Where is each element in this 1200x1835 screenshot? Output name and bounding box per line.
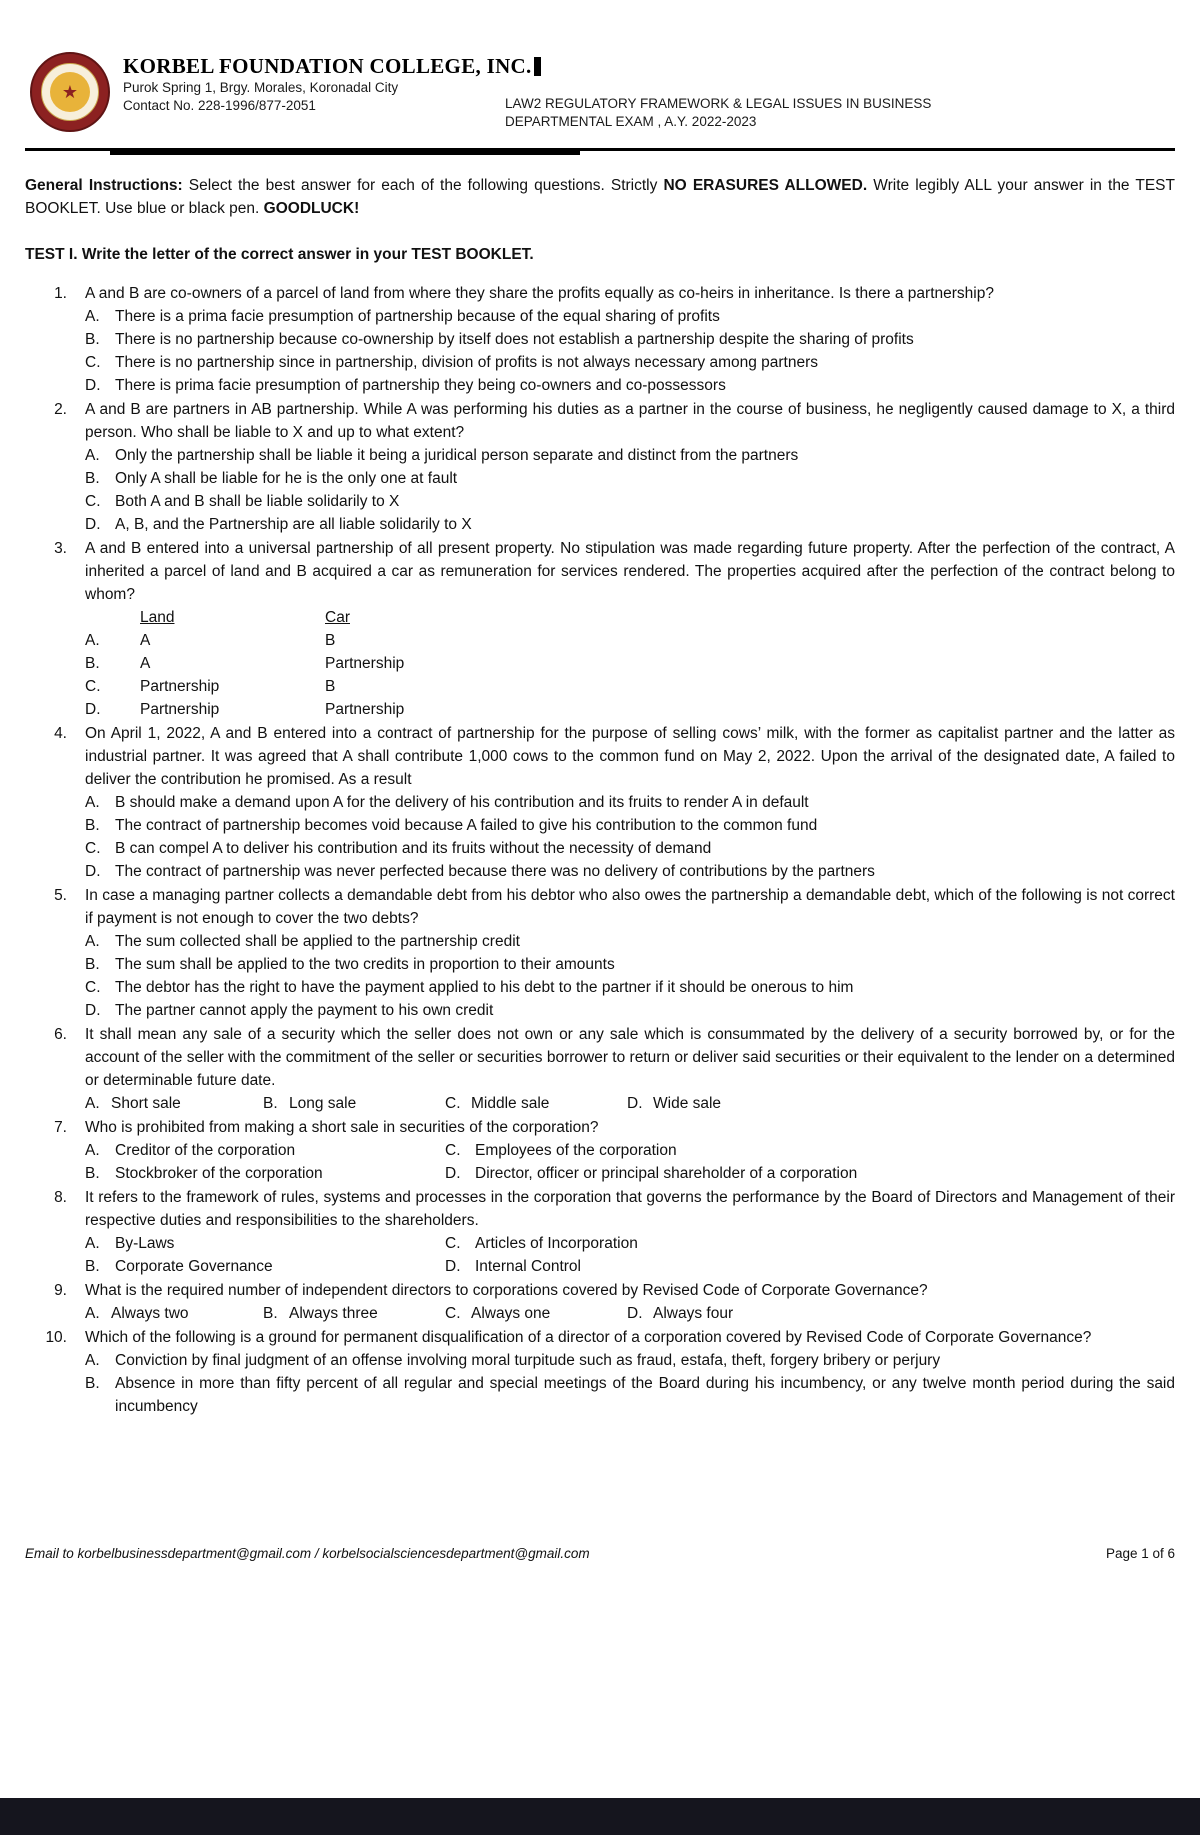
question-option bbox=[85, 374, 1175, 397]
question-body bbox=[85, 884, 1175, 1022]
option-text: Middle sale bbox=[471, 1095, 550, 1112]
college-address: Purok Spring 1, Brgy. Morales, Koronadal City bbox=[123, 80, 399, 95]
question-stem: It refers to the framework of rules, systems and processes in the corporation that governs the performance by the Board of Directors and Management of their respective duties and responsibilities to the shareholders. bbox=[85, 1189, 1175, 1229]
option-letter: B. bbox=[85, 331, 100, 348]
option-text: Absence in more than fifty percent of all regular and special meetings of the Board during his incumbency, or any twelve month period during the said incumbency bbox=[115, 1375, 1175, 1415]
question bbox=[25, 1326, 1175, 1418]
question-options bbox=[85, 791, 1175, 883]
option-letter: C. bbox=[445, 1142, 461, 1159]
question-option bbox=[85, 1092, 263, 1115]
option-cell: Partnership bbox=[140, 678, 220, 695]
option-text: Always one bbox=[471, 1305, 551, 1322]
question-options bbox=[85, 1139, 1175, 1185]
option-letter: B. bbox=[85, 470, 100, 487]
option-text: Always four bbox=[653, 1305, 734, 1322]
option-text: The contract of partnership becomes void because A failed to give his contribution to the common fund bbox=[115, 817, 818, 834]
question-option bbox=[85, 351, 1175, 374]
question bbox=[25, 1186, 1175, 1278]
general-instructions bbox=[25, 174, 1175, 220]
footer-email-line: Email to korbelbusinessdepartment@gmail.com / korbelsocialsciencesdepartment@gmail.com bbox=[25, 1546, 590, 1561]
question-option bbox=[85, 675, 1175, 698]
question-options bbox=[85, 444, 1175, 536]
question-number: 9. bbox=[54, 1282, 67, 1299]
option-letter: A. bbox=[85, 308, 100, 325]
question-option bbox=[263, 1092, 445, 1115]
subject-title: LAW2 REGULATORY FRAMEWORK & LEGAL ISSUES IN BUSINESS bbox=[505, 96, 932, 111]
option-text: The contract of partnership was never perfected because there was no delivery of contributions by the partners bbox=[115, 863, 875, 880]
option-letter: A. bbox=[85, 794, 100, 811]
question-number: 10. bbox=[45, 1329, 67, 1346]
question-option bbox=[85, 953, 1175, 976]
option-letter: A. bbox=[85, 933, 100, 950]
option-letter: D. bbox=[85, 1002, 101, 1019]
question-options bbox=[85, 930, 1175, 1022]
instructions-text-1: Select the best answer for each of the following questions. Strictly bbox=[182, 177, 664, 194]
option-text: Internal Control bbox=[475, 1258, 581, 1275]
option-letter: B. bbox=[85, 956, 100, 973]
question-option bbox=[85, 467, 1175, 490]
question-option bbox=[85, 976, 1175, 999]
question-option bbox=[85, 1349, 1175, 1372]
option-letter: C. bbox=[445, 1305, 461, 1322]
question-option bbox=[85, 652, 1175, 675]
option-cell: Partnership bbox=[140, 701, 220, 718]
question-body bbox=[85, 282, 1175, 397]
option-text: Short sale bbox=[111, 1095, 181, 1112]
question-number: 4. bbox=[54, 725, 67, 742]
question-option bbox=[85, 1302, 263, 1325]
option-letter: B. bbox=[263, 1305, 278, 1322]
question-number: 7. bbox=[54, 1119, 67, 1136]
question-option bbox=[627, 1092, 1175, 1115]
document-header bbox=[0, 0, 1200, 132]
option-letter: D. bbox=[85, 516, 101, 533]
question-body bbox=[85, 537, 1175, 721]
question-option bbox=[85, 490, 1175, 513]
option-text: The sum collected shall be applied to the partnership credit bbox=[115, 933, 520, 950]
option-letter: D. bbox=[627, 1305, 643, 1322]
option-text: There is no partnership since in partnership, division of profits is not always necessary among partners bbox=[115, 354, 819, 371]
question-number: 8. bbox=[54, 1189, 67, 1206]
option-text: Always three bbox=[289, 1305, 378, 1322]
answer-table-header-cell: Land bbox=[140, 609, 175, 626]
option-letter: D. bbox=[85, 377, 101, 394]
question-stem: A and B entered into a universal partnership of all present property. No stipulation was made regarding future property. After the perfection of the contract, A inherited a parcel of land and B acquired a car as remuneration for services rendered. The properties acquired after the perfection of the contract belong to whom? bbox=[85, 540, 1175, 603]
question-option bbox=[445, 1139, 1175, 1162]
option-cell: A bbox=[140, 655, 151, 672]
question-option bbox=[85, 837, 1175, 860]
question-option bbox=[85, 1255, 445, 1278]
option-letter: C. bbox=[445, 1095, 461, 1112]
question-number: 3. bbox=[54, 540, 67, 557]
option-text: Corporate Governance bbox=[115, 1258, 273, 1275]
question bbox=[25, 722, 1175, 883]
question-body bbox=[85, 722, 1175, 883]
question-option bbox=[445, 1232, 1175, 1255]
divider-line-thick bbox=[110, 150, 580, 155]
question-body bbox=[85, 1186, 1175, 1278]
instructions-label: General Instructions: bbox=[25, 177, 183, 194]
question-body bbox=[85, 1279, 1175, 1325]
option-cell: B bbox=[325, 632, 336, 649]
question-option bbox=[445, 1092, 627, 1115]
question-options bbox=[85, 305, 1175, 397]
question-option bbox=[445, 1255, 1175, 1278]
question bbox=[25, 1023, 1175, 1115]
question-option bbox=[85, 629, 1175, 652]
option-letter: D. bbox=[85, 863, 101, 880]
option-text: There is prima facie presumption of partnership they being co-owners and co-possessors bbox=[115, 377, 726, 394]
question-option bbox=[263, 1302, 445, 1325]
question-option bbox=[85, 791, 1175, 814]
question-option bbox=[85, 999, 1175, 1022]
question bbox=[25, 1279, 1175, 1325]
option-letter: B. bbox=[85, 1165, 100, 1182]
option-letter: B. bbox=[85, 817, 100, 834]
option-cell: Partnership bbox=[325, 655, 405, 672]
college-name-row bbox=[123, 53, 541, 79]
exam-info-block bbox=[505, 95, 931, 130]
question-list bbox=[25, 282, 1175, 1418]
question-number: 1. bbox=[54, 285, 67, 302]
option-text: Always two bbox=[111, 1305, 189, 1322]
option-letter: B. bbox=[85, 655, 100, 672]
option-text: The sum shall be applied to the two credits in proportion to their amounts bbox=[115, 956, 615, 973]
page-number: Page 1 of 6 bbox=[1105, 1546, 1175, 1561]
option-letter: D. bbox=[627, 1095, 643, 1112]
option-text: B should make a demand upon A for the delivery of his contribution and its fruits to render A in default bbox=[115, 794, 809, 811]
question-option bbox=[85, 328, 1175, 351]
option-text: B can compel A to deliver his contribution and its fruits without the necessity of demand bbox=[115, 840, 712, 857]
question-body bbox=[85, 398, 1175, 536]
question bbox=[25, 282, 1175, 397]
question-number: 6. bbox=[54, 1026, 67, 1043]
question-stem: It shall mean any sale of a security which the seller does not own or any sale which is consummated by the delivery of a security borrowed by, or for the account of the seller with the commitment of the seller or securities borrower to return or deliver said securities or their equivalent to the lender on a determined or determinable future date. bbox=[85, 1026, 1175, 1089]
option-letter: C. bbox=[85, 979, 101, 996]
question bbox=[25, 398, 1175, 536]
option-cell: B bbox=[325, 678, 336, 695]
question-number: 2. bbox=[54, 401, 67, 418]
seal-outer-ring bbox=[30, 52, 110, 132]
option-text: A, B, and the Partnership are all liable solidarily to X bbox=[115, 516, 472, 533]
question bbox=[25, 1116, 1175, 1185]
option-letter: A. bbox=[85, 1142, 100, 1159]
question-options bbox=[85, 629, 1175, 721]
question-option bbox=[85, 444, 1175, 467]
option-letter: B. bbox=[85, 1375, 100, 1392]
viewer-bottom-bar bbox=[0, 1798, 1200, 1835]
option-letter: D. bbox=[445, 1165, 461, 1182]
question-option bbox=[445, 1162, 1175, 1185]
text-cursor-mark bbox=[534, 57, 541, 76]
option-letter: A. bbox=[85, 1352, 100, 1369]
exam-title: DEPARTMENTAL EXAM , A.Y. 2022-2023 bbox=[505, 113, 757, 129]
question-stem: What is the required number of independent directors to corporations covered by Revised Code of Corporate Governance? bbox=[85, 1282, 928, 1299]
college-contact: Contact No. 228-1996/877-2051 bbox=[123, 98, 316, 113]
document-footer bbox=[25, 1542, 1175, 1565]
answer-table-header-cell: Car bbox=[325, 609, 350, 626]
option-letter: A. bbox=[85, 1095, 100, 1112]
option-text: There is no partnership because co-ownership by itself does not establish a partnership despite the sharing of profits bbox=[115, 331, 914, 348]
option-cell: A bbox=[140, 632, 151, 649]
question-option bbox=[85, 1232, 445, 1255]
option-text: Both A and B shall be liable solidarily to X bbox=[115, 493, 400, 510]
option-letter: C. bbox=[85, 678, 101, 695]
option-text: The partner cannot apply the payment to his own credit bbox=[115, 1002, 494, 1019]
question-option bbox=[627, 1302, 1175, 1325]
option-text: Creditor of the corporation bbox=[115, 1142, 296, 1159]
header-divider bbox=[25, 148, 1175, 158]
instructions-emphasis-goodluck: GOODLUCK! bbox=[263, 200, 360, 217]
question-option bbox=[85, 698, 1175, 721]
option-text: Articles of Incorporation bbox=[475, 1235, 638, 1252]
option-text: Employees of the corporation bbox=[475, 1142, 677, 1159]
option-letter: D. bbox=[445, 1258, 461, 1275]
question-option bbox=[85, 513, 1175, 536]
seal-middle-ring bbox=[41, 63, 99, 121]
document-body bbox=[0, 174, 1200, 1418]
option-text: The debtor has the right to have the payment applied to his debt to the partner if it should be onerous to him bbox=[115, 979, 854, 996]
option-text: There is a prima facie presumption of partnership because of the equal sharing of profits bbox=[115, 308, 720, 325]
option-text: Long sale bbox=[289, 1095, 357, 1112]
option-letter: A. bbox=[85, 447, 100, 464]
seal-star-icon: ★ bbox=[61, 81, 79, 102]
question-options bbox=[85, 1092, 1175, 1115]
question-stem: A and B are co-owners of a parcel of land from where they share the profits equally as co-heirs in inheritance. Is there a partnership? bbox=[85, 285, 994, 302]
option-letter: D. bbox=[85, 701, 101, 718]
option-letter: A. bbox=[85, 1235, 100, 1252]
question-stem: Who is prohibited from making a short sale in securities of the corporation? bbox=[85, 1119, 599, 1136]
option-text: By-Laws bbox=[115, 1235, 175, 1252]
option-letter: C. bbox=[85, 354, 101, 371]
question-body bbox=[85, 1023, 1175, 1115]
option-text: Wide sale bbox=[653, 1095, 722, 1112]
question-body bbox=[85, 1326, 1175, 1418]
question bbox=[25, 884, 1175, 1022]
option-text: Stockbroker of the corporation bbox=[115, 1165, 323, 1182]
option-text: Only the partnership shall be liable it being a juridical person separate and distinct from the partners bbox=[115, 447, 799, 464]
question bbox=[25, 537, 1175, 721]
question-option bbox=[85, 1139, 445, 1162]
question-option bbox=[85, 1372, 1175, 1418]
answer-table-header bbox=[140, 606, 1175, 629]
question-options bbox=[85, 1302, 1175, 1325]
question-option bbox=[445, 1302, 627, 1325]
question-options bbox=[85, 1349, 1175, 1418]
instructions-emphasis-no-erasures: NO ERASURES ALLOWED. bbox=[663, 177, 868, 194]
question-stem: Which of the following is a ground for permanent disqualification of a director of a corporation covered by Revised Code of Corporate Governance? bbox=[85, 1329, 1092, 1346]
question-options bbox=[85, 1232, 1175, 1278]
question-stem: On April 1, 2022, A and B entered into a contract of partnership for the purpose of selling cows’ milk, with the former as capitalist partner and the latter as industrial partner. It was agreed that A shall contribute 1,000 cows to the common fund on May 2, 2022. Upon the arrival of the designated date, A failed to deliver the contribution he promised. As a result bbox=[85, 725, 1175, 788]
option-text: Director, officer or principal shareholder of a corporation bbox=[475, 1165, 858, 1182]
option-letter: A. bbox=[85, 632, 100, 649]
option-letter: C. bbox=[85, 840, 101, 857]
option-text: Only A shall be liable for he is the only one at fault bbox=[115, 470, 458, 487]
option-letter: C. bbox=[85, 493, 101, 510]
option-letter: B. bbox=[263, 1095, 278, 1112]
question-option bbox=[85, 930, 1175, 953]
college-name: KORBEL FOUNDATION COLLEGE, INC. bbox=[123, 54, 532, 78]
option-cell: Partnership bbox=[325, 701, 405, 718]
instructions-text-2: Write legibly ALL your answer in the TEST BOOKLET. Use blue or black pen. bbox=[25, 177, 1175, 217]
question-body bbox=[85, 1116, 1175, 1185]
question-option bbox=[85, 1162, 445, 1185]
question-option bbox=[85, 814, 1175, 837]
option-letter: A. bbox=[85, 1305, 100, 1322]
question-option bbox=[85, 860, 1175, 883]
question-number: 5. bbox=[54, 887, 67, 904]
college-seal-logo bbox=[30, 52, 110, 132]
test-section-heading: TEST I. Write the letter of the correct answer in your TEST BOOKLET. bbox=[25, 246, 534, 263]
college-info-block bbox=[123, 52, 541, 132]
question-stem: A and B are partners in AB partnership. While A was performing his duties as a partner in the course of business, he negligently caused damage to X, a third person. Who shall be liable to X and up to what extent? bbox=[85, 401, 1175, 441]
option-text: Conviction by final judgment of an offense involving moral turpitude such as fraud, estafa, theft, forgery bribery or perjury bbox=[115, 1352, 941, 1369]
option-letter: C. bbox=[445, 1235, 461, 1252]
question-option bbox=[85, 305, 1175, 328]
seal-center-emblem bbox=[50, 72, 90, 112]
option-letter: B. bbox=[85, 1258, 100, 1275]
question-stem: In case a managing partner collects a demandable debt from his debtor who also owes the partnership a demandable debt, which of the following is not correct if payment is not enough to cover the two debts? bbox=[85, 887, 1175, 927]
